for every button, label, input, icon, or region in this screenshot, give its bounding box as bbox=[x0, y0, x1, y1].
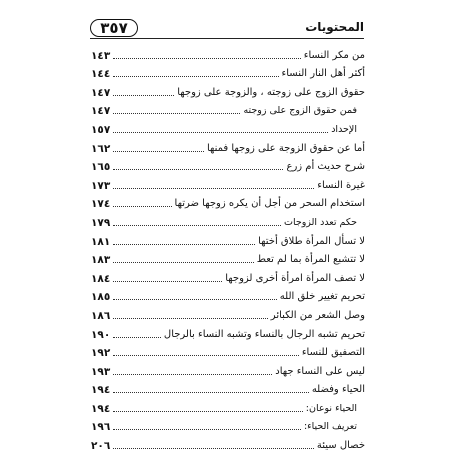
toc-entry bbox=[91, 99, 365, 118]
page-title: المحتويات bbox=[305, 20, 364, 34]
toc-entry-title: أكثر أهل النار النساء bbox=[281, 68, 365, 80]
toc-entry-page: ١٨٤ bbox=[91, 272, 111, 285]
dot-leader bbox=[113, 411, 303, 412]
toc-entry bbox=[91, 378, 365, 397]
dot-leader bbox=[113, 169, 283, 170]
toc-entry bbox=[91, 192, 365, 211]
toc-entry-page: ١٤٧ bbox=[91, 86, 111, 99]
toc-entry-title: لا تسأل المرأة طلاق أختها bbox=[258, 235, 365, 247]
dot-leader bbox=[113, 337, 161, 338]
toc-entry-page: ١٩٣ bbox=[91, 365, 111, 378]
toc-entry bbox=[91, 117, 365, 136]
toc-entry-page: ١٧٩ bbox=[91, 216, 111, 229]
toc-entry-title: حقوق الزوج على زوجته ، والزوجة على زوجها bbox=[177, 86, 365, 98]
toc-entry-title: ليس على النساء جهاد bbox=[275, 365, 365, 377]
toc-entry-title: تحريم تغيير خلق الله bbox=[279, 291, 365, 303]
toc-entry-title: الإحداد bbox=[331, 123, 357, 135]
toc-entry bbox=[91, 266, 365, 285]
toc-entry bbox=[91, 433, 365, 452]
toc-entry-title: أما عن حقوق الزوجة على زوجها فمنها bbox=[206, 142, 365, 154]
dot-leader bbox=[113, 113, 240, 114]
dot-leader bbox=[113, 281, 222, 282]
toc-entry-page: ١٦٢ bbox=[91, 142, 111, 155]
toc-entry-title: فمن حقوق الزوج على زوجته bbox=[243, 105, 357, 117]
dot-leader bbox=[113, 206, 171, 207]
toc-entry-page: ١٩٤ bbox=[91, 402, 111, 415]
toc-entry-page: ١٤٧ bbox=[91, 105, 111, 118]
dot-leader bbox=[113, 262, 254, 263]
dot-leader bbox=[113, 132, 328, 133]
toc-entry-title: الحياء نوعان: bbox=[305, 402, 357, 414]
toc-entry-title: التصفيق للنساء bbox=[301, 347, 365, 359]
toc-entry bbox=[91, 341, 365, 360]
toc-entry-title: خصال سيئة bbox=[316, 440, 365, 452]
toc-entry bbox=[91, 155, 365, 174]
toc-entry-page: ١٨٣ bbox=[91, 254, 111, 267]
toc-entry-page: ١٤٣ bbox=[91, 49, 111, 62]
toc-entry-page: ١٩٦ bbox=[91, 421, 111, 434]
dot-leader bbox=[113, 429, 301, 430]
dot-leader bbox=[113, 76, 278, 77]
toc-entry bbox=[91, 359, 365, 378]
page-number: ٣٥٧ bbox=[90, 19, 138, 37]
toc-entry-title: غيرة النساء bbox=[317, 179, 365, 191]
toc-entry bbox=[91, 248, 365, 267]
dot-leader bbox=[113, 151, 204, 152]
dot-leader bbox=[113, 95, 174, 96]
toc-entry-page: ٢٠٦ bbox=[91, 440, 111, 452]
dot-leader bbox=[113, 244, 255, 245]
toc-entry-page: ١٨٦ bbox=[91, 309, 111, 322]
toc-entry bbox=[91, 322, 365, 341]
toc-entry-page: ١٦٥ bbox=[91, 161, 111, 174]
toc-entry-page: ١٨٥ bbox=[91, 291, 111, 304]
toc-entry-title: تحريم تشبه الرجال بالنساء وتشبه النساء بالرجال bbox=[163, 328, 365, 340]
dot-leader bbox=[113, 374, 272, 375]
toc-entry-page: ١٩٤ bbox=[91, 384, 111, 397]
dot-leader bbox=[113, 448, 314, 449]
toc-entry-title: الحياء وفضله bbox=[311, 384, 365, 396]
toc-entry bbox=[91, 173, 365, 192]
toc-entry bbox=[91, 303, 365, 322]
toc-entry-page: ١٤٤ bbox=[91, 68, 111, 81]
toc-entry bbox=[91, 62, 365, 81]
toc-entry-page: ١٧٣ bbox=[91, 179, 111, 192]
toc-entry-page: ١٩٠ bbox=[91, 328, 111, 341]
dot-leader bbox=[113, 188, 314, 189]
toc-entry-title: حكم تعدد الزوجات bbox=[284, 216, 357, 228]
toc-entry bbox=[91, 43, 365, 62]
dot-leader bbox=[113, 225, 281, 226]
toc-entry-title: تعريف الحياء: bbox=[303, 421, 357, 433]
toc-entry-title: استخدام السحر من أجل أن يكره زوجها ضرتها bbox=[174, 198, 365, 210]
dot-leader bbox=[113, 299, 277, 300]
toc-entry bbox=[91, 229, 365, 248]
toc-entry bbox=[91, 285, 365, 304]
toc-entry-page: ١٨١ bbox=[91, 235, 111, 248]
toc-entry bbox=[91, 210, 365, 229]
toc-entry-page: ١٩٢ bbox=[91, 347, 111, 360]
dot-leader bbox=[113, 318, 268, 319]
toc-entry bbox=[91, 136, 365, 155]
dot-leader bbox=[113, 58, 301, 59]
toc-entry-title: لا تتشبع المرأة بما لم تعط bbox=[256, 254, 365, 266]
dot-leader bbox=[113, 392, 309, 393]
toc-entry bbox=[91, 396, 365, 415]
toc-entry bbox=[91, 415, 365, 434]
toc-entry-title: لا تصف المرأة امرأة أخرى لزوجها bbox=[225, 272, 365, 284]
toc-entry bbox=[91, 80, 365, 99]
table-of-contents bbox=[91, 43, 365, 452]
toc-entry-title: من مكر النساء bbox=[303, 49, 365, 61]
toc-entry-page: ١٥٧ bbox=[91, 123, 111, 136]
toc-entry-page: ١٧٤ bbox=[91, 198, 111, 211]
toc-entry-title: شرح حديث أم زرع bbox=[286, 161, 365, 173]
dot-leader bbox=[113, 355, 299, 356]
toc-entry-title: وصل الشعر من الكبائر bbox=[270, 309, 365, 321]
